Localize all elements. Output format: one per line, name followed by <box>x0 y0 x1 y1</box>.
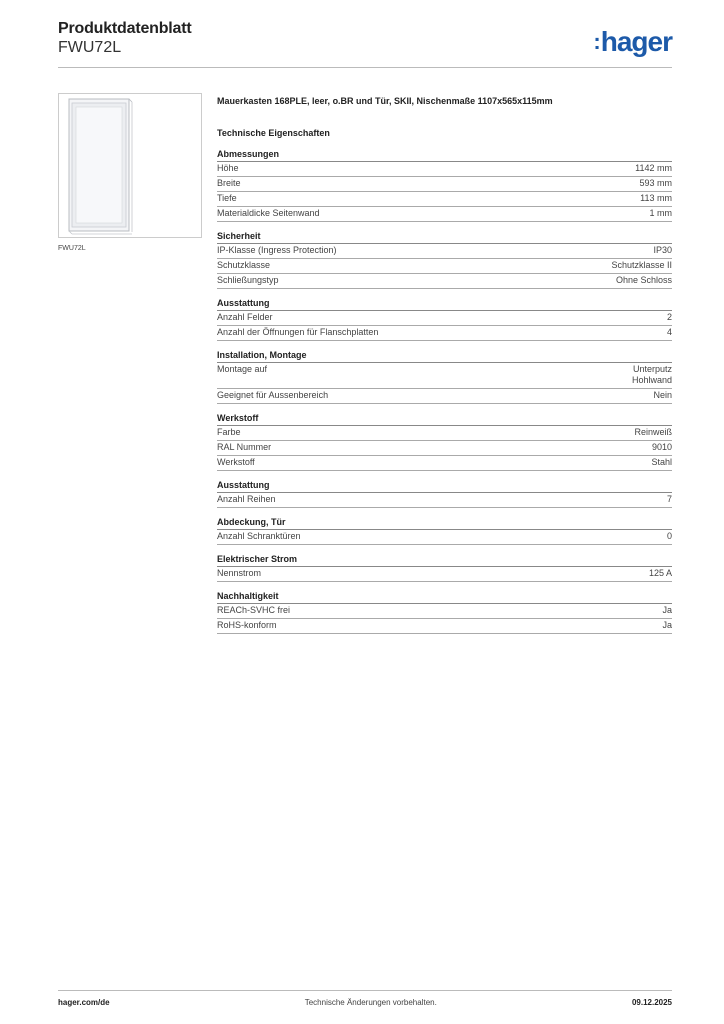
property-row <box>217 162 672 177</box>
property-row <box>217 177 672 192</box>
property-value: 125 A <box>648 568 672 578</box>
technical-properties-title: Technische Eigenschaften <box>217 128 330 138</box>
product-image <box>58 93 202 238</box>
property-label: Werkstoff <box>217 457 255 467</box>
property-row <box>217 619 672 634</box>
property-value: 1142 mm <box>635 163 672 173</box>
property-value: Ja <box>662 605 672 615</box>
property-value: Stahl <box>651 457 672 467</box>
footer-notice: Technische Änderungen vorbehalten. <box>304 998 437 1007</box>
section <box>217 148 672 222</box>
property-row <box>217 326 672 341</box>
property-label: Höhe <box>217 163 239 173</box>
properties-list <box>217 148 672 634</box>
product-code: FWU72L <box>58 39 122 56</box>
property-label: REACh-SVHC frei <box>217 605 291 615</box>
property-label: Anzahl Felder <box>217 312 273 322</box>
section <box>217 230 672 289</box>
property-label: RAL Nummer <box>217 442 272 452</box>
property-label: Materialdicke Seitenwand <box>217 208 320 218</box>
property-value: 9010 <box>651 442 672 452</box>
property-row <box>217 311 672 326</box>
section-title: Ausstattung <box>217 297 672 311</box>
section-title: Elektrischer Strom <box>217 553 672 567</box>
property-label: Geeignet für Aussenbereich <box>217 390 329 400</box>
property-label: Nennstrom <box>217 568 262 578</box>
property-value: 2 <box>666 312 672 322</box>
property-row <box>217 389 672 404</box>
property-row <box>217 426 672 441</box>
property-row <box>217 567 672 582</box>
property-value: 7 <box>666 494 672 504</box>
property-label: Farbe <box>217 427 241 437</box>
footer-divider <box>58 990 672 991</box>
property-label: IP-Klasse (Ingress Protection) <box>217 245 337 255</box>
footer-date: 09.12.2025 <box>631 998 672 1007</box>
image-caption: FWU72L <box>58 245 86 252</box>
section <box>217 590 672 634</box>
property-row <box>217 493 672 508</box>
property-row <box>217 363 672 389</box>
property-label: Breite <box>217 178 241 188</box>
property-row <box>217 604 672 619</box>
property-value: 4 <box>666 327 672 337</box>
property-row <box>217 274 672 289</box>
property-value: 1 mm <box>649 208 672 218</box>
property-value: Reinweiß <box>634 427 672 437</box>
property-row <box>217 441 672 456</box>
property-value: Schutzklasse II <box>611 260 672 270</box>
section-title: Sicherheit <box>217 230 672 244</box>
property-label: Anzahl der Öffnungen für Flanschplatten <box>217 327 379 337</box>
section-title: Abmessungen <box>217 148 672 162</box>
property-row <box>217 259 672 274</box>
property-row <box>217 207 672 222</box>
product-description: Mauerkasten 168PLE, leer, o.BR und Tür, SKII, Nischenmaße 1107x565x115mm <box>217 96 553 106</box>
property-value: 113 mm <box>640 193 672 203</box>
section-title: Nachhaltigkeit <box>217 590 672 604</box>
enclosure-illustration <box>59 94 201 237</box>
page-footer <box>58 998 672 1007</box>
property-label: Schließungstyp <box>217 275 279 285</box>
property-label: Anzahl Reihen <box>217 494 276 504</box>
document-title: Produktdatenblatt <box>58 20 192 37</box>
property-value: Ja <box>662 620 672 630</box>
property-label: Tiefe <box>217 193 237 203</box>
document-header <box>58 20 192 57</box>
property-label: Montage auf <box>217 364 268 374</box>
property-value: 593 mm <box>639 178 672 188</box>
section <box>217 412 672 471</box>
section <box>217 516 672 545</box>
property-row <box>217 530 672 545</box>
property-label: RoHS-konform <box>217 620 277 630</box>
property-row <box>217 456 672 471</box>
section-title: Installation, Montage <box>217 349 672 363</box>
section <box>217 479 672 508</box>
section-title: Werkstoff <box>217 412 672 426</box>
property-value: Ohne Schloss <box>615 275 672 285</box>
section <box>217 553 672 582</box>
property-row <box>217 192 672 207</box>
property-value: Unterputz Hohlwand <box>631 364 672 385</box>
footer-website-link[interactable]: hager.com/de <box>58 998 110 1007</box>
header-divider <box>58 67 672 68</box>
property-label: Schutzklasse <box>217 260 271 270</box>
hager-logo: :hager <box>593 26 672 57</box>
content-area <box>217 96 672 634</box>
section <box>217 349 672 404</box>
property-label: Anzahl Schranktüren <box>217 531 301 541</box>
section <box>217 297 672 341</box>
section-title: Abdeckung, Tür <box>217 516 672 530</box>
section-title: Ausstattung <box>217 479 672 493</box>
property-row <box>217 244 672 259</box>
property-value: IP30 <box>653 245 672 255</box>
property-value: Nein <box>653 390 672 400</box>
property-value: 0 <box>666 531 672 541</box>
